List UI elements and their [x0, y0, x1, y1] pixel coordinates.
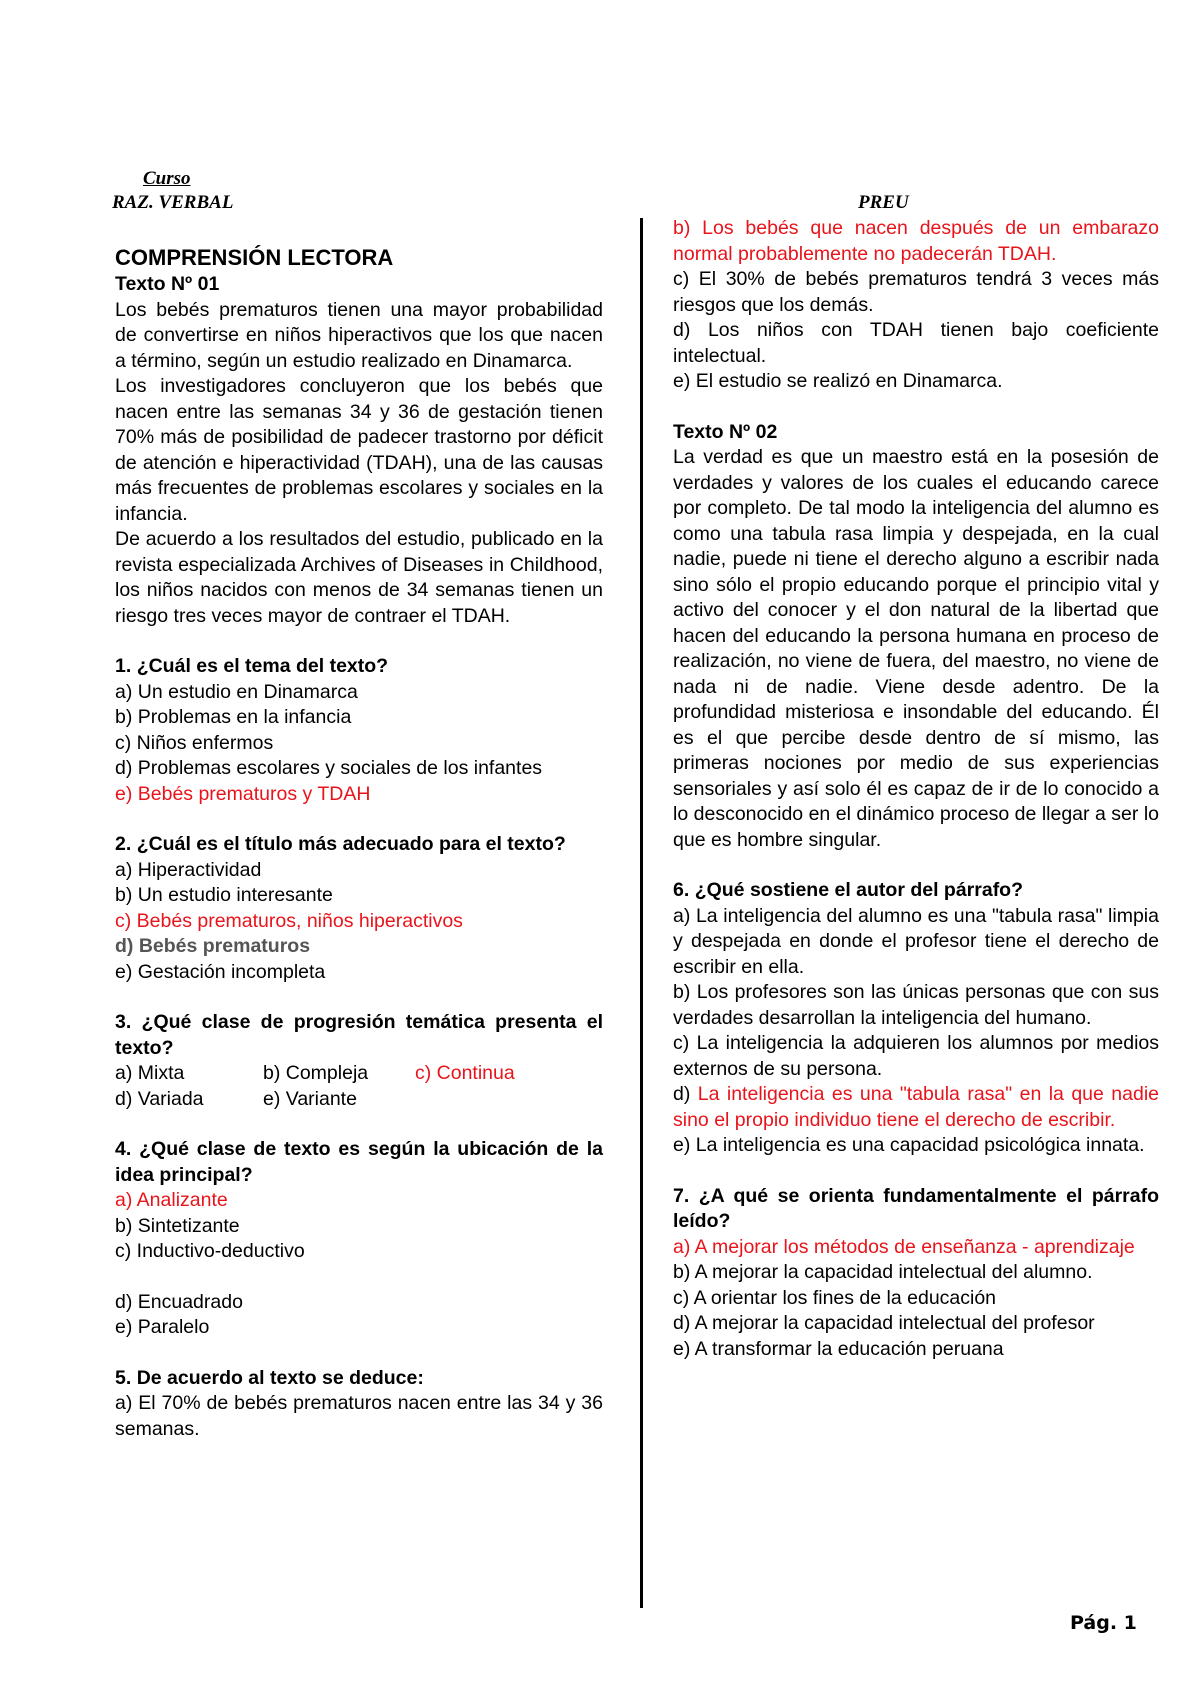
q3-option-e: e) Variante	[263, 1087, 357, 1110]
q5-option-e: e) El estudio se realizó en Dinamarca.	[673, 370, 1003, 392]
text1-paragraph-3: De acuerdo a los resultados del estudio, publicado en la revista especializada Archives of Diseases in Childhood, los niños nacidos con menos de 34 semanas tienen un riesgo tres veces mayor de contraer el TDAH.	[115, 528, 603, 627]
course-label: Curso	[143, 168, 191, 189]
q2-option-b: b) Un estudio interesante	[115, 884, 333, 906]
q3-option-d: d) Variada	[115, 1087, 204, 1110]
q6-option-c: c) La inteligencia la adquieren los alumnos por medios externos de su persona.	[673, 1032, 1159, 1080]
text1-label: Texto Nº 01	[115, 273, 220, 295]
q2-option-c-answer: c) Bebés prematuros, niños hiperactivos	[115, 909, 463, 932]
level-label: PREU	[858, 192, 909, 213]
q1-option-c: c) Niños enfermos	[115, 731, 274, 754]
q7-option-b: b) A mejorar la capacidad intelectual del alumno.	[673, 1261, 1093, 1283]
q4-option-c: c) Inductivo-deductivo	[115, 1240, 305, 1262]
left-column	[115, 244, 603, 1442]
q3-option-a: a) Mixta	[115, 1062, 185, 1084]
question-3: 3. ¿Qué clase de progresión temática presenta el texto?	[115, 1011, 603, 1059]
q5-option-c: c) El 30% de bebés prematuros tendrá 3 veces más riesgos que los demás.	[673, 268, 1159, 316]
q6-option-e: e) La inteligencia es una capacidad psicológica innata.	[673, 1134, 1145, 1156]
q2-option-a: a) Hiperactividad	[115, 858, 262, 881]
q2-option-e: e) Gestación incompleta	[115, 960, 326, 983]
question-6: 6. ¿Qué sostiene el autor del párrafo?	[673, 879, 1024, 901]
question-4: 4. ¿Qué clase de texto es según la ubicación de la idea principal?	[115, 1138, 603, 1186]
question-1: 1. ¿Cuál es el tema del texto?	[115, 655, 389, 677]
q1-option-a: a) Un estudio en Dinamarca	[115, 680, 358, 703]
question-7: 7. ¿A qué se orienta fundamentalmente el párrafo leído?	[673, 1184, 1160, 1232]
q7-option-c: c) A orientar los fines de la educación	[673, 1286, 997, 1309]
right-column	[673, 216, 1159, 1362]
text2-label: Texto Nº 02	[673, 420, 778, 443]
q7-option-e: e) A transformar la educación peruana	[673, 1337, 1004, 1360]
q3-option-c-answer: c) Continua	[415, 1062, 515, 1084]
q1-option-b: b) Problemas en la infancia	[115, 706, 352, 728]
q5-option-b-answer: b) Los bebés que nacen después de un embarazo normal probablemente no padecerán TDAH.	[673, 217, 1159, 265]
q5-option-d: d) Los niños con TDAH tienen bajo coeficiente intelectual.	[673, 319, 1159, 367]
q7-option-a-answer: a) A mejorar los métodos de enseñanza - aprendizaje	[673, 1235, 1135, 1258]
text1-paragraph-1: Los bebés prematuros tienen una mayor probabilidad de convertirse en niños hiperactivos que los que nacen a término, según un estudio realizado en Dinamarca.	[115, 298, 603, 372]
page-number: Pág. 1	[1070, 1612, 1137, 1634]
q1-option-e-answer: e) Bebés prematuros y TDAH	[115, 782, 371, 805]
q4-option-b: b) Sintetizante	[115, 1214, 240, 1237]
q5-option-a: a) El 70% de bebés prematuros nacen entre las 34 y 36 semanas.	[115, 1392, 603, 1440]
q1-option-d: d) Problemas escolares y sociales de los infantes	[115, 757, 543, 779]
subject-label: RAZ. VERBAL	[112, 192, 234, 213]
text2-body: La verdad es que un maestro está en la posesión de verdades y valores de los cuales el educando carece por completo. De tal modo la inteligencia del alumno es como una tabula rasa limpia y despejada, en la cual nadie, puede ni tiene el derecho alguno a escribir nada sino sólo el propio educando porque el principio vital y activo del conocer y el don natural de la libertad que hacen del educando la persona humana en proceso de realización, no viene de fuera, del maestro, no viene de nada ni de nadie. Viene desde adentro. De la profundidad misteriosa e insondable del educando. Él es el que percibe desde dentro de sí mismo, las primeras nociones por medio de sus experiencias sensoriales y así solo él es capaz de ir de lo conocido a lo desconocido en el dinámico proceso de llegar a ser lo que es hombre singular.	[673, 446, 1159, 851]
page-title: COMPRENSIÓN LECTORA	[115, 245, 394, 270]
q7-option-d: d) A mejorar la capacidad intelectual del profesor	[673, 1312, 1095, 1334]
q6-option-d-answer: d) La inteligencia es una "tabula rasa" en la que nadie sino el propio individuo tiene el derecho de escribir.	[673, 1083, 1159, 1131]
column-divider	[640, 218, 643, 1608]
text1-paragraph-2: Los investigadores concluyeron que los bebés que nacen entre las semanas 34 y 36 de gestación tienen 70% más de posibilidad de padecer trastorno por déficit de atención e hiperactividad (TDAH), una de las causas más frecuentes de problemas escolares y sociales en la infancia.	[115, 375, 603, 525]
q3-option-b: b) Compleja	[263, 1062, 369, 1084]
q6-option-a: a) La inteligencia del alumno es una "tabula rasa" limpia y despejada en donde el profesor tiene el derecho de escribir en ella.	[673, 904, 1159, 978]
q6-option-b: b) Los profesores son las únicas personas que con sus verdades desarrollan la inteligencia del humano.	[673, 981, 1159, 1029]
q4-option-d: d) Encuadrado	[115, 1290, 243, 1313]
q2-option-d: d) Bebés prematuros	[115, 935, 311, 957]
question-5: 5. De acuerdo al texto se deduce:	[115, 1366, 424, 1389]
q4-option-a-answer: a) Analizante	[115, 1189, 228, 1211]
question-2: 2. ¿Cuál es el título más adecuado para el texto?	[115, 833, 566, 855]
q4-option-e: e) Paralelo	[115, 1316, 210, 1338]
